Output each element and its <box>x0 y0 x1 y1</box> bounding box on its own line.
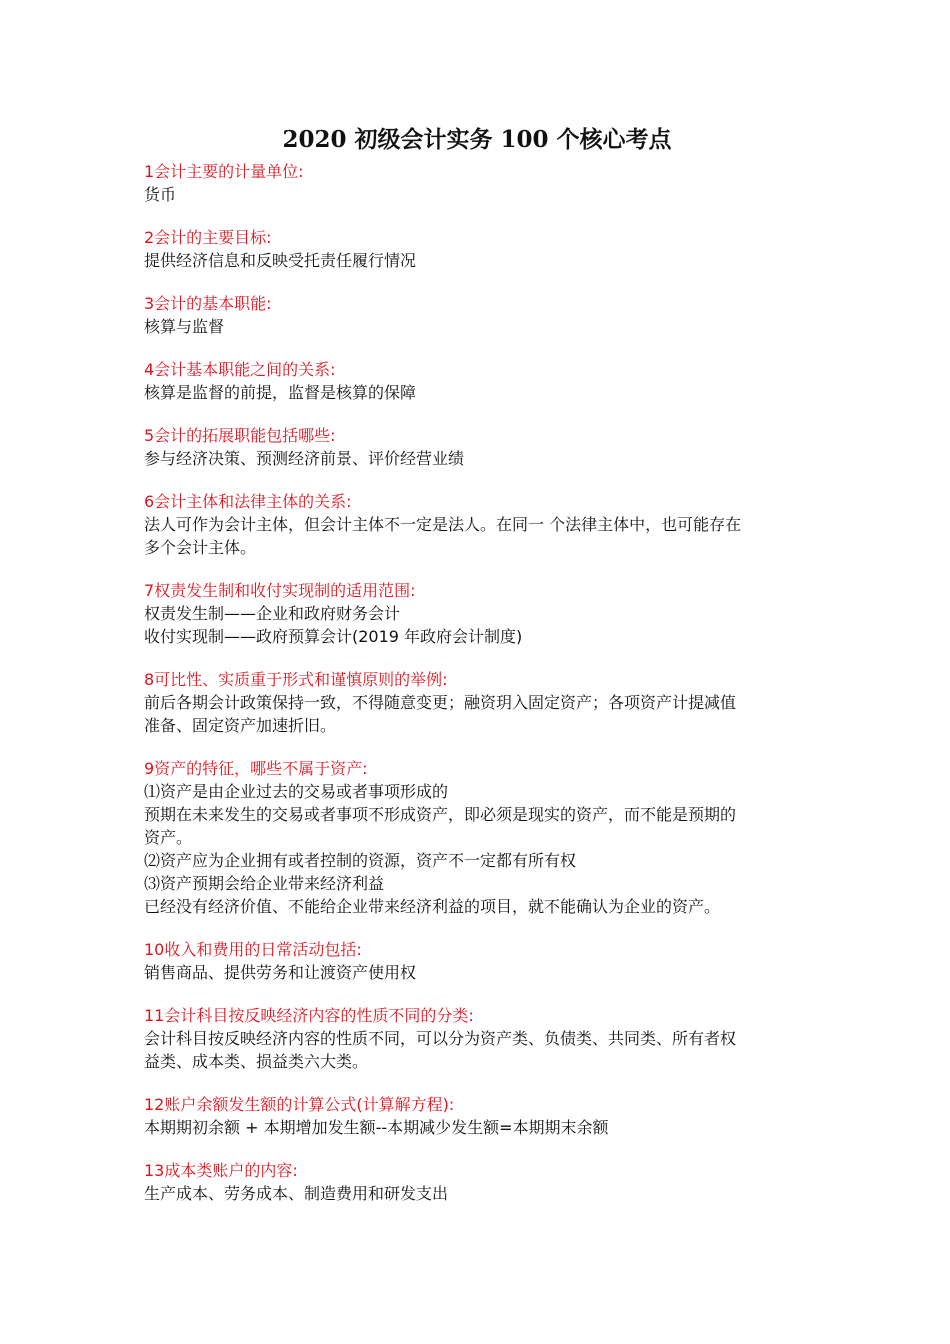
item-line: 预期在未来发生的交易或者事项不形成资产，即必须是现实的资产，而不能是预期的 <box>144 805 737 824</box>
item-heading: 12账户余额发生额的计算公式(计算解方程): <box>144 1095 455 1114</box>
item-line: 核算与监督 <box>144 317 225 336</box>
item-line: ⑵资产应为企业拥有或者控制的资源，资产不一定都有所有权 <box>144 851 577 870</box>
item-heading: 2会计的主要目标: <box>144 228 272 247</box>
item-2 <box>144 226 810 272</box>
item-6 <box>144 490 810 559</box>
item-line: 收付实现制——政府预算会计(2019 年政府会计制度) <box>144 627 523 646</box>
item-5 <box>144 424 810 470</box>
item-heading: 4会计基本职能之间的关系: <box>144 360 336 379</box>
item-line: 资产。 <box>144 828 193 847</box>
item-line: 会计科目按反映经济内容的性质不同，可以分为资产类、负债类、共同类、所有者权 <box>144 1029 737 1048</box>
item-line: 益类、成本类、损益类六大类。 <box>144 1052 369 1071</box>
item-line: 准备、固定资产加速折旧。 <box>144 716 337 735</box>
item-line: 核算是监督的前提，监督是核算的保障 <box>144 383 417 402</box>
item-line: 参与经济决策、预测经济前景、评价经营业绩 <box>144 449 465 468</box>
item-line: 多个会计主体。 <box>144 538 257 557</box>
item-line: 法人可作为会计主体，但会计主体不一定是法人。在同一 个法律主体中，也可能存在 <box>144 515 742 534</box>
item-heading: 6会计主体和法律主体的关系: <box>144 492 352 511</box>
item-heading: 13成本类账户的内容: <box>144 1161 298 1180</box>
item-7 <box>144 579 810 648</box>
item-line: 前后各期会计政策保持一致，不得随意变更；融资玥入固定资产；各项资产计提减值 <box>144 693 737 712</box>
item-heading: 5会计的拓展职能包括哪些: <box>144 426 336 445</box>
item-10 <box>144 938 810 984</box>
item-9 <box>144 757 810 918</box>
item-heading: 1会计主要的计量单位: <box>144 162 304 181</box>
item-line: 生产成本、劳务成本、制造费用和研发支出 <box>144 1184 449 1203</box>
item-heading: 11会计科目按反映经济内容的性质不同的分类: <box>144 1006 474 1025</box>
item-heading: 3会计的基本职能: <box>144 294 272 313</box>
item-line: 权责发生制——企业和政府财务会计 <box>144 604 401 623</box>
item-3 <box>144 292 810 338</box>
item-1 <box>144 160 810 206</box>
item-heading: 9资产的特征，哪些不属于资产: <box>144 759 368 778</box>
item-line: ⑶资产预期会给企业带来经济利益 <box>144 874 385 893</box>
item-line: 本期期初余额 + 本期增加发生额--本期减少发生额=本期期末余额 <box>144 1118 609 1137</box>
item-heading: 10收入和费用的日常活动包括: <box>144 940 362 959</box>
item-11 <box>144 1004 810 1073</box>
item-line: 提供经济信息和反映受托责任履行情况 <box>144 251 417 270</box>
document-title: 2020 初级会计实务 100 个核心考点 <box>282 126 672 153</box>
item-heading: 7权责发生制和收付实现制的适用范围: <box>144 581 416 600</box>
item-line: ⑴资产是由企业过去的交易或者事项形成的 <box>144 782 449 801</box>
item-line: 销售商品、提供劳务和让渡资产使用权 <box>144 963 417 982</box>
item-4 <box>144 358 810 404</box>
item-heading: 8可比性、实质重于形式和谨慎原则的举例: <box>144 670 448 689</box>
item-13 <box>144 1159 810 1205</box>
item-line: 已经没有经济价值、不能给企业带来经济利益的项目，就不能确认为企业的资产。 <box>144 897 721 916</box>
item-8 <box>144 668 810 737</box>
item-12 <box>144 1093 810 1139</box>
item-line: 货币 <box>144 185 177 204</box>
